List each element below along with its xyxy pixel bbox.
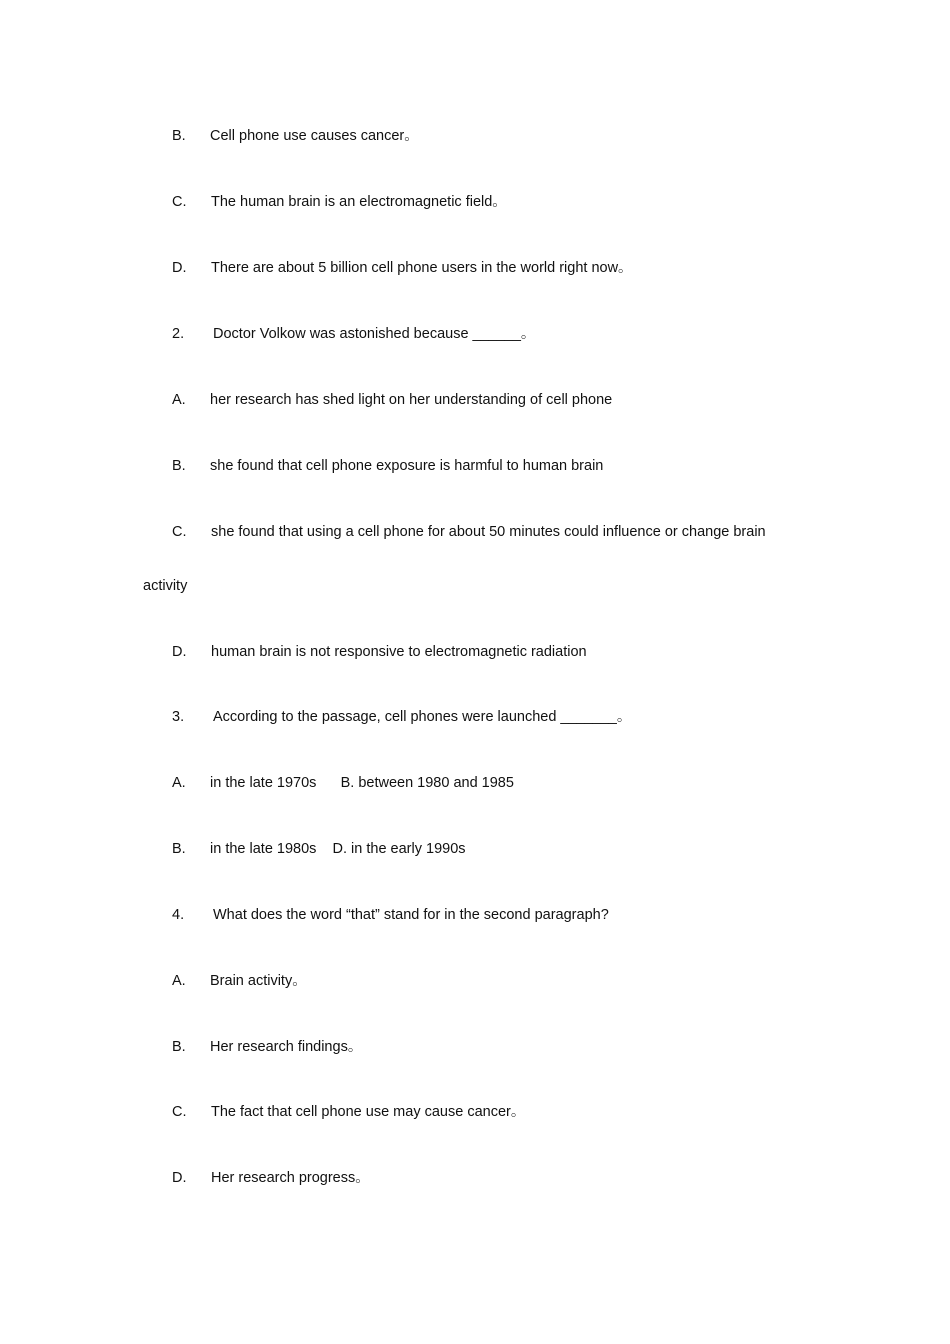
option-text: she found that using a cell phone for about 50 minutes could influence or change brain (211, 524, 766, 540)
question-number: 2. (172, 326, 185, 342)
option-marker: B. (172, 841, 186, 857)
option-marker: B. (172, 1039, 186, 1055)
option-marker: C. (172, 1104, 187, 1120)
question-number: 3. (172, 709, 185, 725)
option-text: There are about 5 billion cell phone users in the world right now。 (211, 260, 633, 276)
option-text: in the late 1980s D. in the early 1990s (210, 841, 466, 857)
option-marker: B. (172, 458, 186, 474)
option-marker: A. (172, 392, 186, 408)
option-text: human brain is not responsive to electromagnetic radiation (211, 644, 587, 660)
option-text: Brain activity。 (210, 973, 307, 989)
question-text: What does the word “that” stand for in the second paragraph? (213, 907, 609, 923)
option-text: The human brain is an electromagnetic field。 (211, 194, 507, 210)
option-text: her research has shed light on her understanding of cell phone (210, 392, 613, 408)
option-text: Her research findings。 (210, 1039, 363, 1055)
option-marker: A. (172, 973, 186, 989)
option-text-continuation: activity (143, 578, 188, 594)
option-marker: B. (172, 128, 186, 144)
option-text: she found that cell phone exposure is harmful to human brain (210, 458, 604, 474)
option-text: Cell phone use causes cancer。 (210, 128, 419, 144)
option-marker: C. (172, 194, 187, 210)
option-marker: D. (172, 260, 187, 276)
option-marker: C. (172, 524, 187, 540)
option-text: in the late 1970s B. between 1980 and 1985 (210, 775, 514, 791)
option-marker: A. (172, 775, 186, 791)
option-text: The fact that cell phone use may cause cancer。 (211, 1104, 526, 1120)
option-marker: D. (172, 1170, 187, 1186)
question-number: 4. (172, 907, 185, 923)
question-text: Doctor Volkow was astonished because ______。 (213, 326, 536, 342)
question-text: According to the passage, cell phones were launched _______。 (213, 709, 632, 725)
option-text: Her research progress。 (211, 1170, 370, 1186)
option-marker: D. (172, 644, 187, 660)
